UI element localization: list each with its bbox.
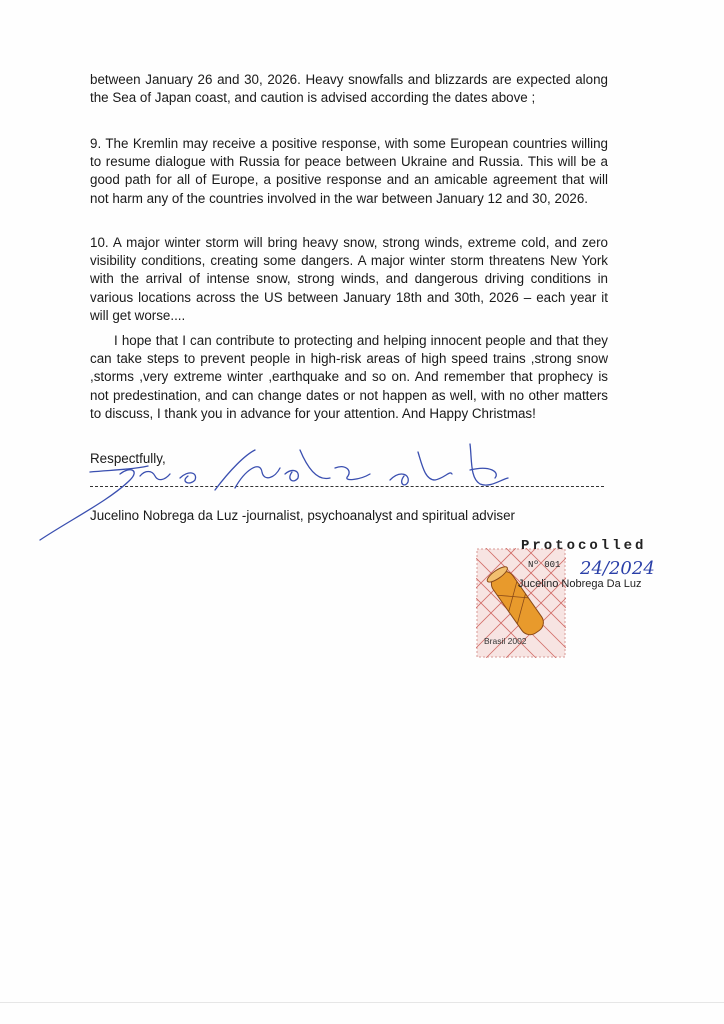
paragraph-winter-storm: 10. A major winter storm will bring heavy snow, strong winds, extreme cold, and zero visibility conditions, creating some dangers. A major winter storm threatens New York with the arrival of intense snow, strong winds, and dangerous driving conditions in various locations across the US between January 18th and 30th, 2026 – each year it will get worse.... — [90, 235, 608, 323]
handwritten-signature — [30, 430, 570, 550]
stamp-name: Jucelino Nobrega Da Luz — [518, 578, 642, 590]
paragraph-kremlin: 9. The Kremlin may receive a positive response, with some European countries willing to resume dialogue with Russia for peace between Ukraine and Russia. This will be a good path for all of Europe, a positive response and an amicable agreement that will not harm any of the countries involved in the war between January 12 and 30, 2026. — [90, 136, 608, 206]
author-line: Jucelino Nobrega da Luz -journalist, psychoanalyst and spiritual adviser — [90, 508, 516, 523]
paragraph-closing-remarks: I hope that I can contribute to protecting and helping innocent people and that they can take steps to prevent people in high-risk areas of high speed trains ,strong snow ,storms ,very extreme winter ,earthquake and so on. And remember that prophecy is not predestination, and can change dates or not happen as well, with no other matters to discuss, I thank you in advance for your attention. And Happy Christmas! — [90, 333, 608, 421]
paragraph-japan-snow: between January 26 and 30, 2026. Heavy snowfalls and blizzards are expected along the Sea of Japan coast, and caution is advised according the dates above ; — [90, 72, 608, 106]
postage-label: Brasil 2002 — [484, 636, 527, 646]
stamp-title: Protocolled — [521, 538, 647, 554]
closing-salutation: Respectfully, — [90, 451, 166, 466]
stamp-number: Nº 001 — [528, 560, 561, 570]
scan-edge-line — [0, 1002, 724, 1003]
stamp-date: 24/2024 — [580, 558, 655, 579]
